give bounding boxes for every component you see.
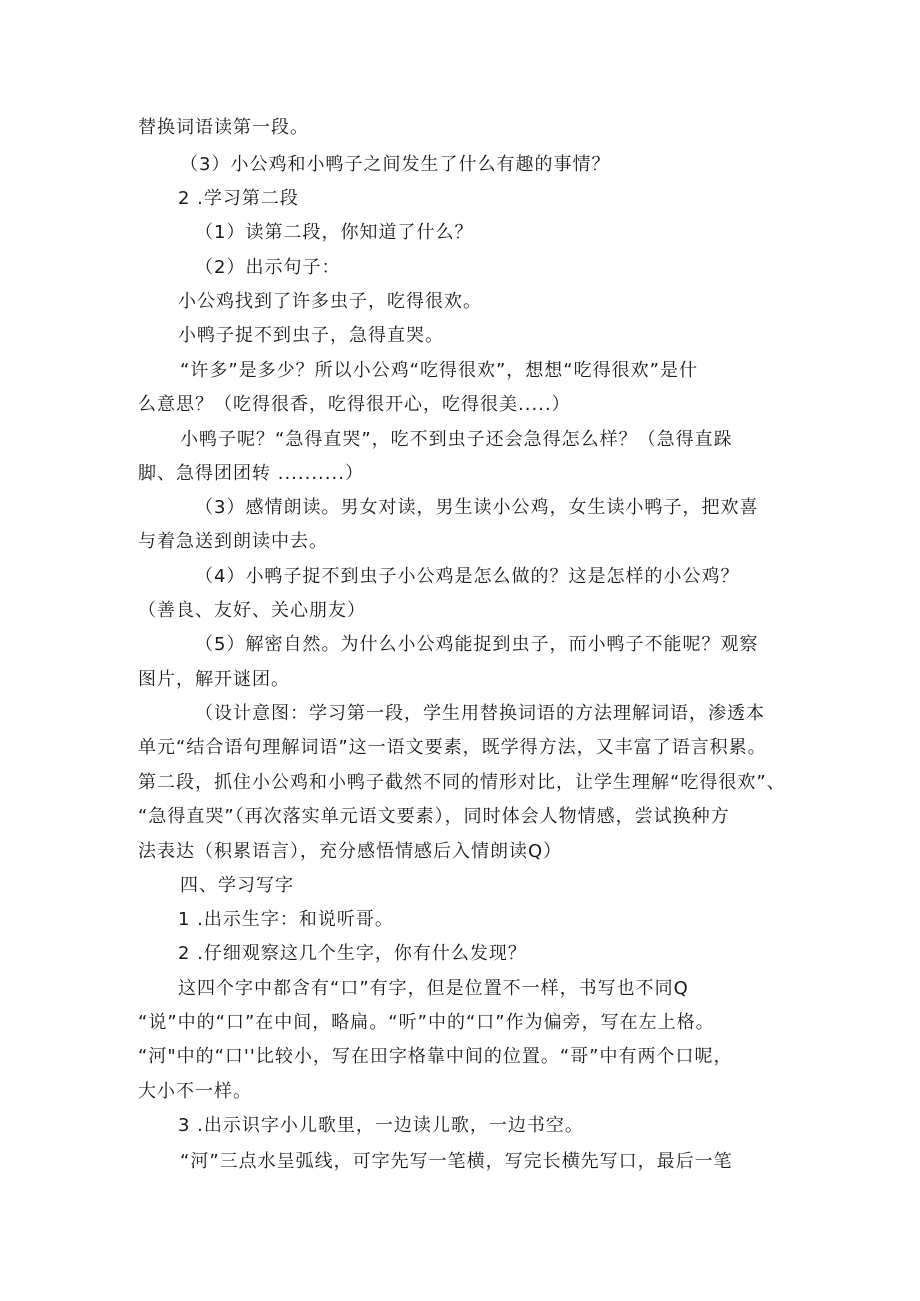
design-intent-text: 单元“结合语句理解词语”这一语文要素，既学得方法，又丰富了语言积累。 bbox=[138, 737, 767, 758]
example-sentence: 小鸭子捉不到虫子，急得直哭。 bbox=[178, 325, 444, 346]
text-line: （3）感情朗读。男女对读，男生读小公鸡，女生读小鸭子，把欢喜 bbox=[195, 497, 759, 518]
design-intent-text: “急得直哭”（再次落实单元语文要素），同时体会人物情感，尝试换种方 bbox=[138, 806, 730, 827]
text-line: “河"中的“口''比较小，写在田字格靠中间的位置。“哥”中有两个口呢， bbox=[138, 1046, 733, 1067]
text-line: （3）小公鸡和小鸭子之间发生了什么有趣的事情？ bbox=[180, 154, 611, 175]
text-line: 3 .出示识字小儿歌里，一边读儿歌，一边书空。 bbox=[178, 1115, 584, 1136]
text-line: （1）读第二段，你知道了什么？ bbox=[195, 222, 474, 243]
text-line: 2 .仔细观察这几个生字，你有什么发现？ bbox=[178, 943, 527, 964]
text-line: 么意思？（吃得很香，吃得很开心，吃得很美.....） bbox=[138, 394, 571, 415]
text-line: （5）解密自然。为什么小公鸡能捉到虫子，而小鸭子不能呢？观察 bbox=[195, 634, 759, 655]
text-line: 大小不一样。 bbox=[138, 1081, 252, 1102]
text-line: 1 .出示生字：和说听哥。 bbox=[178, 909, 394, 930]
text-line: 与着急送到朗读中去。 bbox=[138, 531, 328, 552]
text-line: “说”中的“口”在中间，略扁。“听”中的“口”作为偏旁，写在左上格。 bbox=[138, 1012, 715, 1033]
text-line: 替换词语读第一段。 bbox=[138, 117, 309, 138]
text-line: 图片，解开谜团。 bbox=[138, 669, 290, 690]
section-heading: 2 .学习第二段 bbox=[178, 188, 299, 209]
text-line: 脚、急得团团转 ..........） bbox=[138, 463, 364, 484]
text-line: （4）小鸭子捉不到虫子小公鸡是怎么做的？这是怎样的小公鸡？ bbox=[195, 566, 740, 587]
design-intent-text: 法表达（积累语言），充分感悟情感后入情朗读Q） bbox=[138, 841, 563, 862]
text-line: （2）出示句子： bbox=[195, 257, 341, 278]
section-heading: 四、学习写字 bbox=[180, 875, 294, 896]
text-line: “河”三点水呈弧线，可字先写一笔横，写完长横先写口，最后一笔 bbox=[180, 1151, 733, 1172]
text-line: 小鸭子呢？“急得直哭”，吃不到虫子还会急得怎么样？（急得直跺 bbox=[180, 429, 733, 450]
text-line: 这四个字中都含有“口”有字，但是位置不一样，书写也不同Q bbox=[178, 978, 689, 999]
text-line: “许多”是多少？所以小公鸡“吃得很欢”，想想“吃得很欢”是什 bbox=[180, 360, 698, 381]
design-intent-text: 第二段，抓住小公鸡和小鸭子截然不同的情形对比，让学生理解“吃得很欢”、 bbox=[138, 772, 786, 793]
example-sentence: 小公鸡找到了许多虫子，吃得很欢。 bbox=[178, 291, 482, 312]
text-line: （善良、友好、关心朋友） bbox=[138, 600, 366, 621]
design-intent-text: （设计意图：学习第一段，学生用替换词语的方法理解词语，渗透本 bbox=[195, 703, 765, 724]
